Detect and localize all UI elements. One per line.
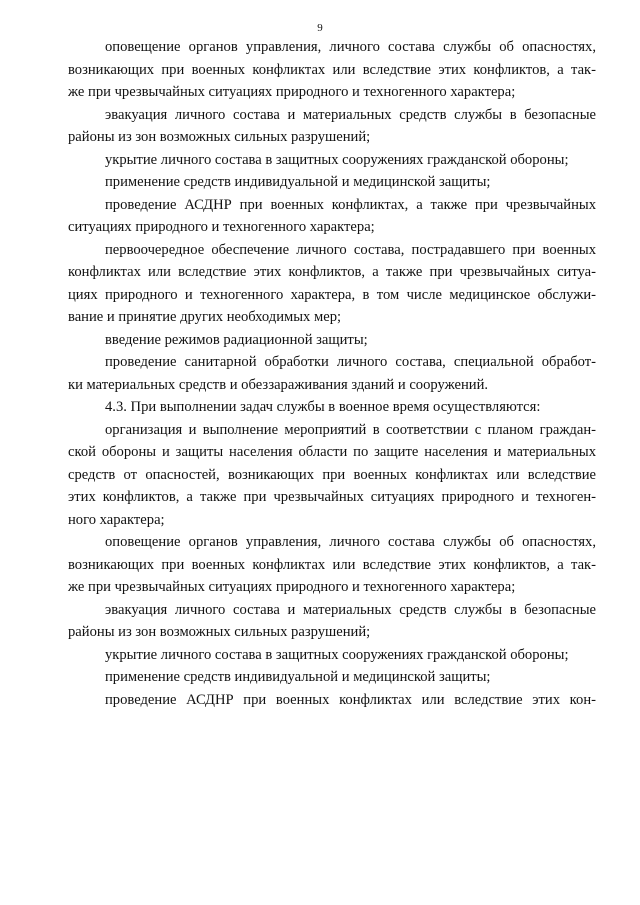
text-line: вание и принятие других необходимых мер; [68,309,342,325]
text-line: проведение санитарной обработки личного состава, специальной обработ- [105,354,596,370]
text-line: районы из зон возможных сильных разрушений; [68,129,371,145]
page-number: 9 [317,22,323,34]
text-line: укрытие личного состава в защитных сооружениях гражданской обороны; [105,151,569,168]
text-line: же при чрезвычайных ситуациях природного и техногенного характера; [68,579,516,595]
text-line: применение средств индивидуальной и медицинской защиты; [105,669,491,685]
text-line: циях природного и техногенного характера, в том числе медицинское обслужи- [68,286,596,303]
text-line: организация и выполнение мероприятий в соответствии с планом граждан- [105,421,596,438]
text-line: же при чрезвычайных ситуациях природного и техногенного характера; [68,84,516,100]
text-line: ки материальных средств и обеззараживания зданий и сооружений. [68,376,489,393]
text-line: возникающих при военных конфликтах или вследствие этих конфликтов, а так- [68,61,596,78]
text-line: эвакуация личного состава и материальных средств службы в безопасные [105,106,596,123]
text-line: первоочередное обеспечение личного состава, пострадавшего при военных [105,241,596,258]
text-line: эвакуация личного состава и материальных средств службы в безопасные [105,601,596,618]
text-line: ситуациях природного и техногенного характера; [68,219,375,235]
text-line: оповещение органов управления, личного состава службы об опасностях, [105,534,596,550]
text-line: районы из зон возможных сильных разрушений; [68,624,371,640]
document-body [68,36,596,711]
text-line: этих конфликтов, а также при чрезвычайных ситуациях природного и техноген- [68,489,596,505]
text-line: ного характера; [68,511,165,528]
text-line: возникающих при военных конфликтах или вследствие этих конфликтов, а так- [68,556,596,573]
text-line: конфликтах или вследствие этих конфликтов, а также при чрезвычайных ситуа- [68,264,596,280]
text-line: укрытие личного состава в защитных сооружениях гражданской обороны; [105,646,569,663]
text-line: проведение АСДНР при военных конфликтах или вследствие этих кон- [105,691,596,708]
text-line: ской обороны и защиты населения области по защите населения и материальных [68,444,596,460]
text-line: введение режимов радиационной защиты; [105,331,368,348]
text-line: средств от опасностей, возникающих при военных конфликтах или вследствие [68,466,596,483]
text-line: применение средств индивидуальной и медицинской защиты; [105,174,491,190]
text-line: оповещение органов управления, личного состава службы об опасностях, [105,39,596,55]
text-line: проведение АСДНР при военных конфликтах, а также при чрезвычайных [105,196,596,213]
text-line: 4.3. При выполнении задач службы в военное время осуществляются: [105,399,541,415]
